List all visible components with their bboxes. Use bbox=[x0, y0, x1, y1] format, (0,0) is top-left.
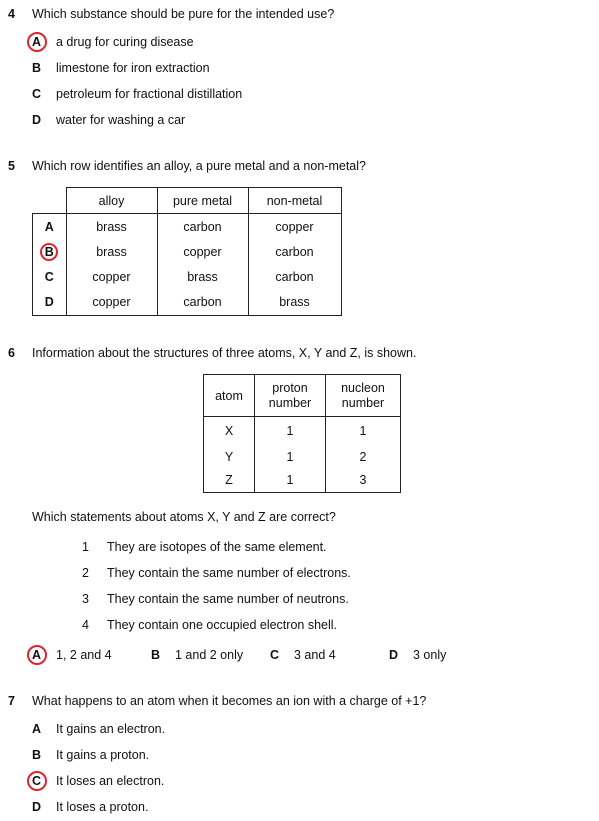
q5-table bbox=[32, 187, 342, 316]
option-text: 3 only bbox=[413, 648, 447, 662]
q4-number: 4 bbox=[8, 7, 15, 21]
q5-header-pure-metal: pure metal bbox=[157, 188, 248, 214]
q6-header-proton-number bbox=[255, 375, 326, 417]
option-letter: B bbox=[32, 748, 42, 762]
statement-text: They contain one occupied electron shell. bbox=[107, 618, 338, 632]
option-letter: A bbox=[32, 648, 42, 662]
table-cell: Z bbox=[204, 469, 255, 493]
table-cell: brass bbox=[66, 240, 157, 265]
answer-circle: B bbox=[40, 243, 58, 261]
table-cell: 3 bbox=[326, 469, 401, 493]
header-line: number bbox=[268, 395, 312, 410]
q5-corner-cell bbox=[33, 188, 67, 214]
header-line: proton bbox=[272, 380, 308, 395]
option-letter: D bbox=[389, 648, 399, 662]
statement-number: 4 bbox=[82, 618, 89, 632]
q6-row-z bbox=[204, 469, 401, 493]
table-cell: brass bbox=[66, 214, 157, 240]
q4-text: Which substance should be pure for the intended use? bbox=[32, 7, 335, 21]
q6-table bbox=[203, 374, 401, 493]
table-cell: carbon bbox=[157, 214, 248, 240]
table-cell: brass bbox=[157, 265, 248, 290]
option-letter: B bbox=[151, 648, 161, 662]
option-text: It loses an electron. bbox=[56, 774, 165, 788]
q5-row-b[interactable] bbox=[33, 240, 342, 265]
q5-row-d[interactable] bbox=[33, 290, 342, 316]
option-text: a drug for curing disease bbox=[56, 35, 194, 49]
statement-text: They are isotopes of the same element. bbox=[107, 540, 327, 554]
q6-header-atom: atom bbox=[204, 375, 255, 417]
q5-text: Which row identifies an alloy, a pure metal and a non-metal? bbox=[32, 159, 366, 173]
option-text: 1, 2 and 4 bbox=[56, 648, 112, 662]
option-text: It loses a proton. bbox=[56, 800, 149, 814]
statement-number: 3 bbox=[82, 592, 89, 606]
table-cell: copper bbox=[66, 265, 157, 290]
option-text: 1 and 2 only bbox=[175, 648, 244, 662]
table-cell: 1 bbox=[255, 445, 326, 469]
header-line: nucleon bbox=[341, 380, 385, 395]
option-letter: C bbox=[32, 774, 42, 788]
table-cell: 1 bbox=[255, 417, 326, 445]
table-cell: copper bbox=[248, 214, 341, 240]
header-line: number bbox=[341, 395, 385, 410]
q5-row-a[interactable] bbox=[33, 214, 342, 240]
option-text: petroleum for fractional distillation bbox=[56, 87, 243, 101]
option-letter: D bbox=[32, 113, 42, 127]
row-letter: A bbox=[33, 214, 67, 240]
q5-header-alloy: alloy bbox=[66, 188, 157, 214]
statement-text: They contain the same number of neutrons. bbox=[107, 592, 349, 606]
table-cell: 1 bbox=[326, 417, 401, 445]
option-letter: C bbox=[270, 648, 280, 662]
table-cell: X bbox=[204, 417, 255, 445]
table-cell: carbon bbox=[248, 240, 341, 265]
q6-row-x bbox=[204, 417, 401, 445]
q6-row-y bbox=[204, 445, 401, 469]
q7-number: 7 bbox=[8, 694, 15, 708]
table-cell: carbon bbox=[157, 290, 248, 316]
row-letter bbox=[33, 240, 67, 265]
q6-question: Which statements about atoms X, Y and Z are correct? bbox=[32, 510, 336, 524]
q7-text: What happens to an atom when it becomes an ion with a charge of +1? bbox=[32, 694, 427, 708]
option-letter: C bbox=[32, 87, 42, 101]
option-letter: D bbox=[32, 800, 42, 814]
table-cell: carbon bbox=[248, 265, 341, 290]
table-cell: Y bbox=[204, 445, 255, 469]
option-text: It gains a proton. bbox=[56, 748, 150, 762]
option-text: It gains an electron. bbox=[56, 722, 166, 736]
statement-number: 1 bbox=[82, 540, 89, 554]
table-cell: 1 bbox=[255, 469, 326, 493]
table-cell: brass bbox=[248, 290, 341, 316]
row-letter: C bbox=[33, 265, 67, 290]
option-letter: B bbox=[32, 61, 42, 75]
option-letter: A bbox=[32, 35, 42, 49]
row-letter: D bbox=[33, 290, 67, 316]
statement-number: 2 bbox=[82, 566, 89, 580]
q5-row-c[interactable] bbox=[33, 265, 342, 290]
q6-text: Information about the structures of three atoms, X, Y and Z, is shown. bbox=[32, 346, 417, 360]
statement-text: They contain the same number of electrons. bbox=[107, 566, 351, 580]
table-cell: 2 bbox=[326, 445, 401, 469]
q5-header-non-metal: non-metal bbox=[248, 188, 341, 214]
option-text: 3 and 4 bbox=[294, 648, 336, 662]
table-cell: copper bbox=[157, 240, 248, 265]
q6-number: 6 bbox=[8, 346, 15, 360]
option-text: water for washing a car bbox=[56, 113, 186, 127]
option-text: limestone for iron extraction bbox=[56, 61, 210, 75]
q5-number: 5 bbox=[8, 159, 15, 173]
q6-header-nucleon-number bbox=[326, 375, 401, 417]
table-cell: copper bbox=[66, 290, 157, 316]
option-letter: A bbox=[32, 722, 42, 736]
